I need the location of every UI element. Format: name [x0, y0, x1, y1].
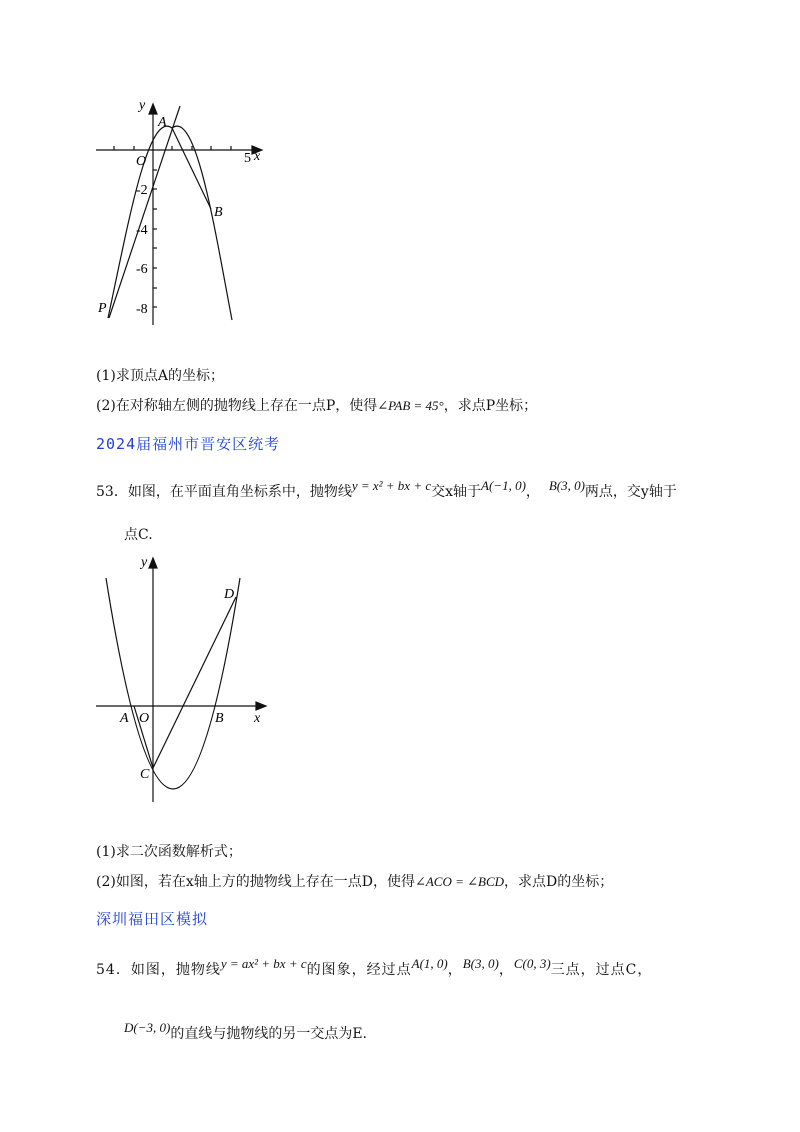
q53-stem-c: ，	[525, 484, 540, 500]
graph1-tick-m2: -2	[136, 183, 148, 198]
q52-part2-text-b: ，求点P坐标；	[443, 398, 538, 414]
graph1-y-label: y	[139, 98, 146, 113]
q53-part2-math: ∠ACO = ∠BCD	[414, 874, 505, 889]
q54-stem-f: 的直线与抛物线的另一交点为E.	[170, 1026, 367, 1042]
graph1-point-a-label: A	[158, 115, 167, 130]
q53-stem-b: 交x轴于	[431, 484, 482, 500]
q54-stem-d: ，	[498, 962, 514, 978]
q54-stem-line2	[124, 1020, 367, 1044]
graph2-point-b-label: B	[215, 711, 224, 726]
q52-part2-text-a: (2)在对称轴左侧的抛物线上存在一点P，使得	[96, 398, 378, 414]
graph2-point-d-label: D	[224, 587, 235, 602]
q53-part2-text-b: ，求点D的坐标；	[504, 874, 614, 890]
q53-part2	[96, 872, 613, 892]
q52-part2-math: ∠PAB = 45°	[377, 398, 444, 413]
graph1-tick-m6: -6	[136, 262, 148, 277]
q53-stem-a: 53．如图，在平面直角坐标系中，抛物线	[96, 484, 352, 500]
graph1-point-b-label: B	[214, 205, 223, 220]
q54-math-5: D(−3, 0)	[124, 1020, 171, 1035]
graph1-tick-5: 5	[244, 151, 251, 166]
graph2-y-label: y	[141, 555, 148, 570]
q53-stem-line2: 点C.	[124, 527, 153, 543]
q54-math-4: C(0, 3)	[513, 956, 551, 971]
graph2-point-c-label: C	[140, 767, 150, 782]
q54-stem-b: 的图象，经过点	[306, 962, 412, 978]
q53-math-3: B(3, 0)	[548, 478, 585, 493]
graph2-point-a-label: A	[120, 711, 129, 726]
q53-part1: (1)求二次函数解析式；	[96, 844, 242, 860]
source-label-2: 深圳福田区模拟	[96, 910, 209, 928]
q52-part1: (1)求顶点A的坐标；	[96, 368, 224, 384]
q54-stem	[96, 956, 653, 980]
q53-math-2: A(−1, 0)	[481, 478, 526, 493]
graph1-tick-m8: -8	[136, 302, 148, 317]
q54-stem-e: 三点，过点C，	[550, 962, 653, 978]
q54-math-2: A(1, 0)	[411, 956, 448, 971]
q54-math-1: y = ax² + bx + c	[220, 956, 307, 971]
q53-stem-d: 两点，交y轴于	[584, 484, 677, 500]
graph2-origin-label: O	[139, 711, 150, 726]
q54-stem-a: 54．如图，抛物线	[96, 962, 221, 978]
source-label-1: 2024届福州市晋安区统考	[96, 435, 281, 453]
graph1-origin-label: O	[136, 154, 147, 169]
q53-part2-text-a: (2)如图，若在x轴上方的抛物线上存在一点D，使得	[96, 874, 415, 890]
graph1-tick-m4: -4	[136, 223, 148, 238]
q54-stem-c: ，	[447, 962, 463, 978]
graph1-point-p-label: P	[98, 301, 107, 316]
graph1-x-label: x	[254, 149, 261, 164]
graph2-x-label: x	[254, 711, 261, 726]
q53-math-1: y = x² + bx + c	[351, 478, 432, 493]
q54-math-3: B(3, 0)	[462, 956, 499, 971]
